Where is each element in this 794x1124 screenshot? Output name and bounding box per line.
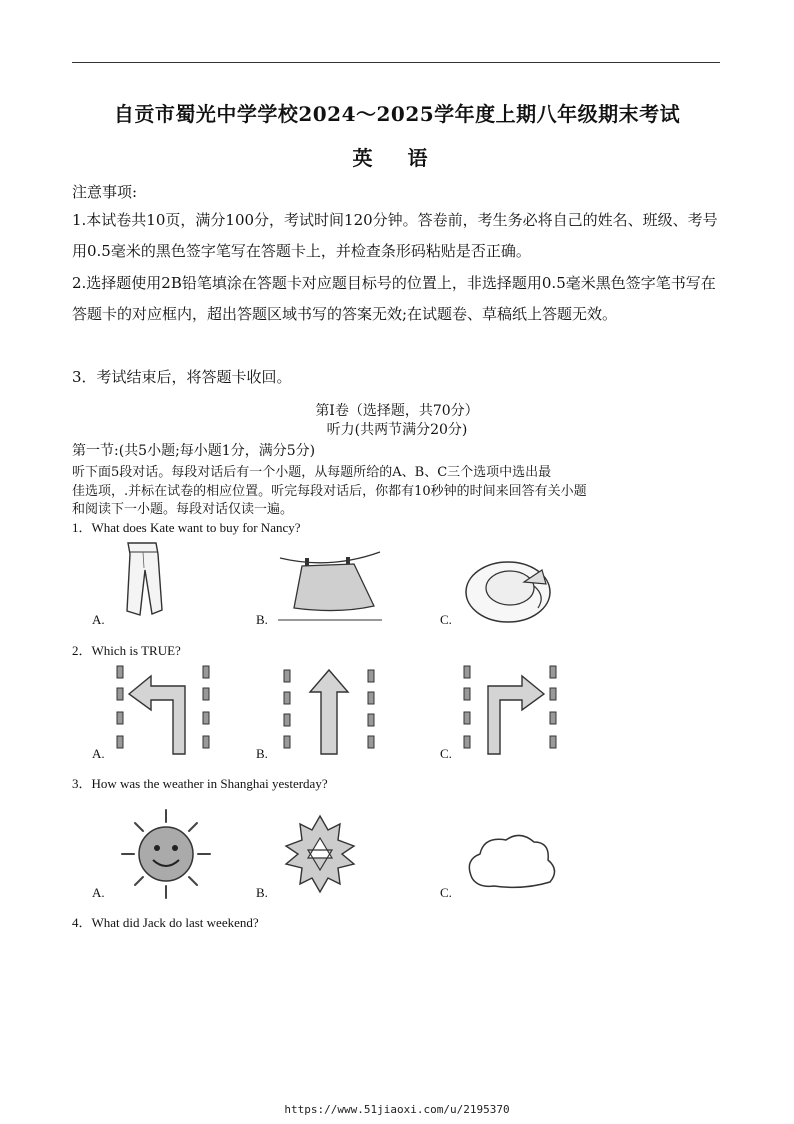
q1-option-a[interactable]: A.: [92, 612, 105, 627]
subject-title: 英 语: [352, 146, 442, 170]
q1-option-c[interactable]: C.: [440, 612, 452, 627]
question-3: 3．How was the weather in Shanghai yesterday?: [72, 776, 328, 791]
question-2: 2．Which is TRUE?: [72, 643, 181, 658]
exam-title: 自贡市蜀光中学学校2024～2025学年度上期八年级期末考试: [113, 102, 681, 126]
snowflake-icon: [280, 812, 360, 896]
q1-option-b[interactable]: B.: [256, 612, 268, 627]
notes-heading: 注意事项:: [72, 183, 138, 201]
instruction-line-2: 佳选项，.并标在试卷的相应位置。听完每段对话后，你都有10秒钟的时间来回答有关小题: [72, 484, 587, 499]
top-rule: [72, 62, 720, 63]
hat-icon: [462, 556, 558, 626]
section-1-heading: 第一节:(共5小题;每小题1分，满分5分): [72, 443, 316, 459]
straight-arrow-icon: [282, 664, 378, 756]
note-1: 1.本试卷共10页，满分100分，考试时间120分钟。答卷前，考生务必将自己的姓名、班级、考号用0.5毫米的黑色签字笔写在答题卡上，并检查条形码粘贴是否正确。: [72, 211, 718, 260]
instruction-line-3: 和阅读下一小题。每段对话仅读一遍。: [72, 502, 294, 517]
cloud-icon: [464, 830, 564, 894]
question-4: 4．What did Jack do last weekend?: [72, 915, 259, 930]
instruction-line-1: 听下面5段对话。每段对话后有一个小题，从每题所给的A、B、C三个选项中选出最: [72, 465, 552, 480]
q3-option-b[interactable]: B.: [256, 885, 268, 900]
turn-right-arrow-icon: [462, 664, 562, 756]
q3-option-c[interactable]: C.: [440, 885, 452, 900]
skirt-icon: [278, 548, 382, 622]
trousers-icon: [112, 540, 172, 620]
listening-heading: 听力(共两节满分20分): [326, 422, 468, 438]
part-heading: 第Ⅰ卷（选择题，共70分）: [315, 403, 479, 419]
q3-option-a[interactable]: A.: [92, 885, 105, 900]
note-2: 2.选择题使用2B铅笔填涂在答题卡对应题目标号的位置上，非选择题用0.5毫米黑色签字笔书写在答题卡的对应框内，超出答题区域书写的答案无效;在试题卷、草稿纸上答题无效。: [72, 274, 716, 323]
footer-url[interactable]: https://www.51jiaoxi.com/u/2195370: [284, 1103, 510, 1116]
turn-left-arrow-icon: [115, 664, 215, 756]
note-3: 3．考试结束后，将答题卡收回。: [72, 368, 292, 386]
sun-icon: [118, 806, 214, 902]
q2-option-b[interactable]: B.: [256, 746, 268, 761]
question-1: 1．What does Kate want to buy for Nancy?: [72, 520, 301, 535]
q2-option-c[interactable]: C.: [440, 746, 452, 761]
q2-option-a[interactable]: A.: [92, 746, 105, 761]
